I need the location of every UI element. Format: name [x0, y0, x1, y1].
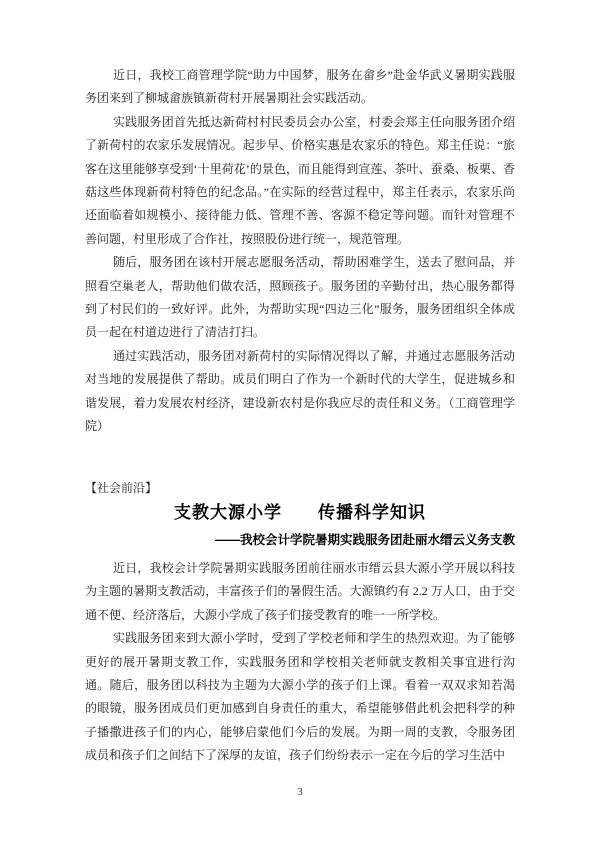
- article2-paragraph-1: 近日，我校会计学院暑期实践服务团前往丽水市缙云县大源小学开展以科技为主题的暑期支教活动，丰富孩子们的暑假生活。大源镇约有 2.2 万人口，由于交通不便、经济落后，大源小学成了孩子们接受教育的唯一一所学校。: [85, 560, 515, 622]
- article1-paragraph-2: 实践服务团首先抵达新荷村村民委员会办公室，村委会郑主任向服务团介绍了新荷村的农家乐发展情况。起步早、价格实惠是农家乐的特色。郑主任说：“旅客在这里能够享受到‘十里荷花’的景色，而且能得到宣莲、茶叶、蚕桑、板栗、香菇这些体现新荷村特色的纪念品。”在实际的经营过程中，郑主任表示，农家乐尚还面临着如规模小、接待能力低、管理不善、客源不稳定等问题。而针对管理不善问题，村里形成了合作社，按照股份进行统一，规范管理。: [85, 114, 515, 246]
- article1-paragraph-1: 近日，我校工商管理学院“助力中国梦，服务在畲乡”赴金华武义暑期实践服务团来到了柳城畲族镇新荷村开展暑期社会实践活动。: [85, 68, 515, 106]
- article2-paragraph-2: 实践服务团来到大源小学时，受到了学校老师和学生的热烈欢迎。为了能够更好的展开暑期支教工作，实践服务团和学校相关老师就支教相关事宜进行沟通。随后，服务团以科技为主题为大源小学的孩子们上课。看着一双双求知若渴的眼镜，服务团成员们更加感到自身责任的重大，希望能够借此机会把科学的种子播撒进孩子们的内心，能够启蒙他们今后的发展。为期一周的支教，令服务团成员和孩子们之间结下了深厚的友谊，孩子们纷纷表示一定在今后的学习生活中: [85, 631, 515, 763]
- article1-paragraph-4: 通过实践活动，服务团对新荷村的实际情况得以了解，并通过志愿服务活动对当地的发展提供了帮助。成员们明白了作为一个新时代的大学生，促进城乡和谐发展，着力发展农村经济，建设新农村是你我应尽的责任和义务。（工商管理学院）: [85, 348, 515, 434]
- article-business-school-news: [85, 64, 515, 439]
- article1-paragraph-3: 随后，服务团在该村开展志愿服务活动，帮助困难学生，送去了慰问品，并照看空巢老人，帮助他们做农活，照顾孩子。服务团的辛勤付出，热心服务都得到了村民们的一致好评。此外，为帮助实现“四边三化”服务，服务团组织全体成员一起在村道边进行了清洁打扫。: [85, 255, 515, 340]
- section-marker: 【社会前沿】: [85, 480, 158, 495]
- page-number: 3: [297, 786, 303, 798]
- article-teaching-support-news: [85, 500, 515, 768]
- article-subtitle: ——我校会计学院暑期实践服务团赴丽水缙云义务支教: [214, 532, 515, 547]
- article-title: 支教大源小学 传播科学知识: [174, 502, 426, 522]
